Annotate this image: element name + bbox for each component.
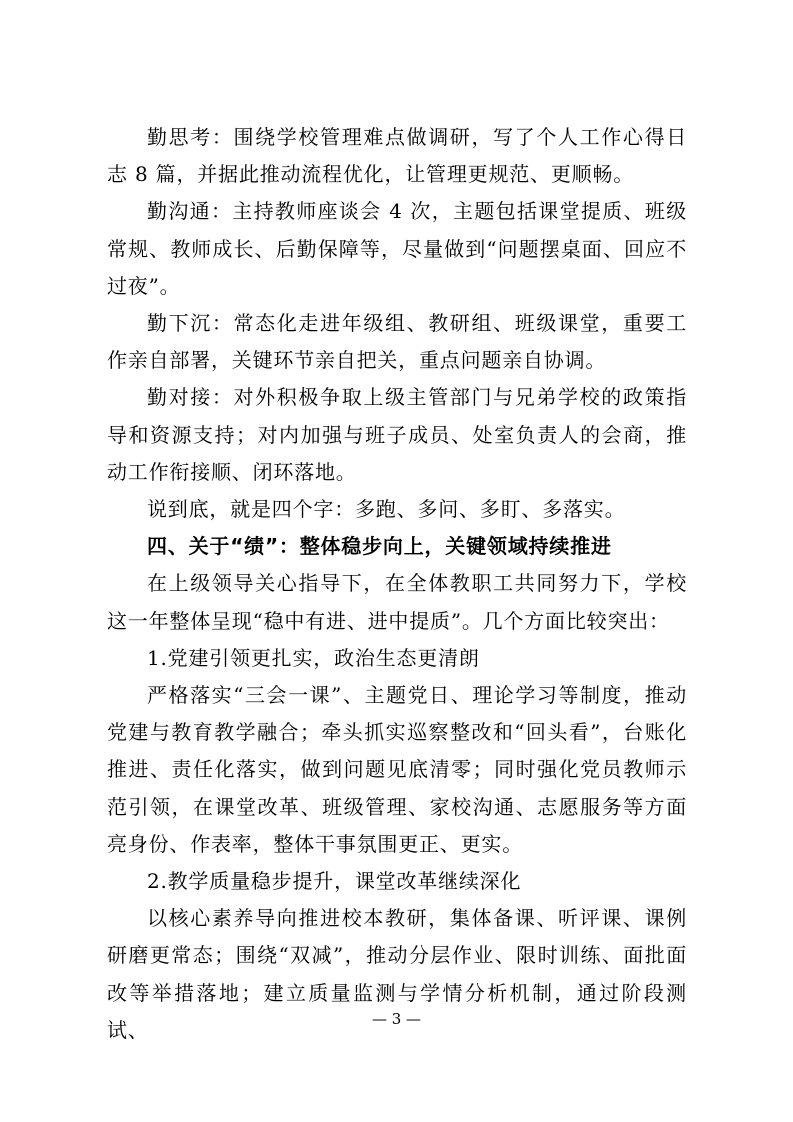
paragraph-grassroots: 勤下沉：常态化走进年级组、教研组、班级课堂，重要工作亲自部署，关键环节亲自把关，重点问题亲自协调。 <box>107 311 687 373</box>
page-number: — 3 — <box>371 1010 422 1028</box>
subsection-2-title: 2.教学质量稳步提升，课堂改革继续深化 <box>147 869 522 894</box>
section-heading: 四、关于“绩”：整体稳步向上，关键领域持续推进 <box>147 534 612 559</box>
subsection-1-title: 1.党建引领更扎实，政治生态更清朗 <box>147 645 480 670</box>
paragraph-communicate: 勤沟通：主持教师座谈会 4 次，主题包括课堂提质、班级常规、教师成长、后勤保障等，尽量做到“问题摆桌面、回应不过夜”。 <box>107 199 687 298</box>
paragraph-summary: 说到底，就是四个字：多跑、多问、多盯、多落实。 <box>147 497 626 522</box>
document-body <box>107 119 687 1049</box>
subsection-2-body: 以核心素养导向推进校本教研，集体备课、听评课、课例研磨更常态；围绕“双减”，推动分层作业、限时训练、面批面改等举措落地；建立质量监测与学情分析机制，通过阶段测试、 <box>107 906 687 1042</box>
section-intro: 在上级领导关心指导下，在全体教职工共同努力下，学校这一年整体呈现“稳中有进、进中提质”。几个方面比较突出： <box>107 571 687 633</box>
subsection-1-body: 严格落实“三会一课”、主题党日、理论学习等制度，推动党建与教育教学融合；牵头抓实巡察整改和“回头看”，台账化推进、责任化落实，做到问题见底清零；同时强化党员教师示范引领，在课堂改革、班级管理、家校沟通、志愿服务等方面亮身份、作表率，整体干事氛围更正、更实。 <box>107 683 687 856</box>
paragraph-think: 勤思考：围绕学校管理难点做调研，写了个人工作心得日志 8 篇，并据此推动流程优化，让管理更规范、更顺畅。 <box>107 125 687 187</box>
paragraph-liaison: 勤对接：对外积极争取上级主管部门与兄弟学校的政策指导和资源支持；对内加强与班子成员、处室负责人的会商，推动工作衔接顺、闭环落地。 <box>107 385 687 484</box>
